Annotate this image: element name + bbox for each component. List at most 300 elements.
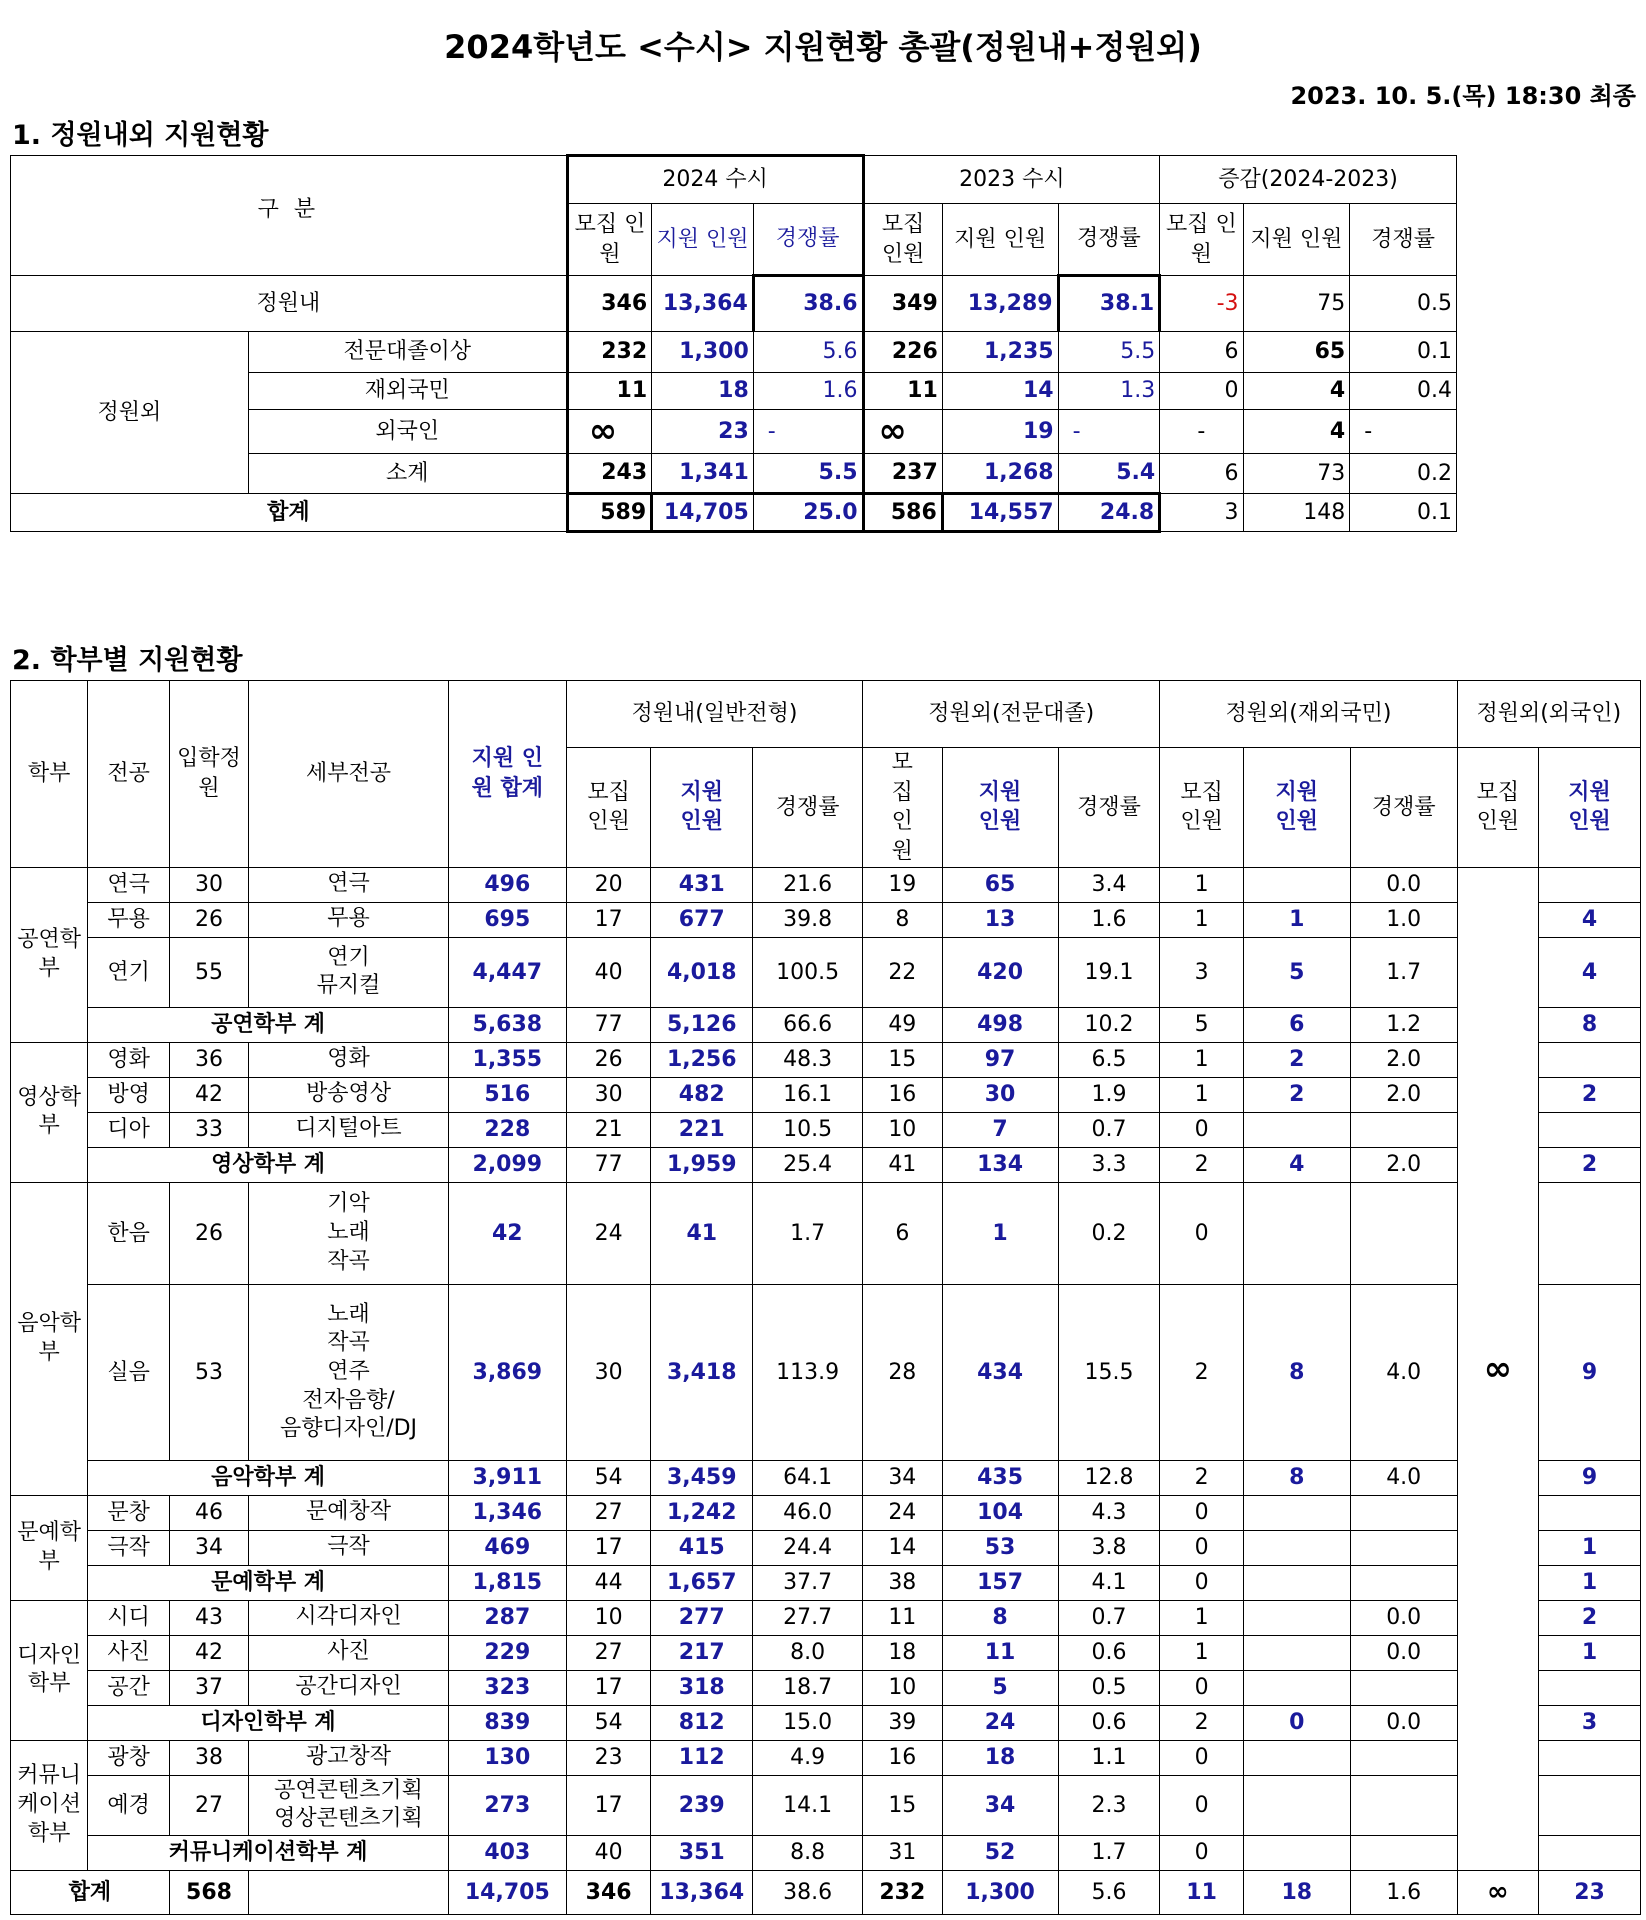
cell: 6 bbox=[1160, 454, 1243, 494]
cell: 3 bbox=[1160, 937, 1243, 1007]
header-2023: 2023 수시 bbox=[863, 156, 1160, 204]
admit-cell: 42 bbox=[169, 1635, 248, 1670]
cell: 2.0 bbox=[1350, 1077, 1457, 1112]
header-ratio: 경쟁률 bbox=[753, 204, 863, 276]
cell: 4.3 bbox=[1058, 1495, 1160, 1530]
sub-major-cell: 공연콘텐츠기획 영상콘텐츠기획 bbox=[249, 1775, 449, 1835]
cell: 21.6 bbox=[753, 867, 863, 902]
subtotal-cell: 9 bbox=[1539, 1460, 1641, 1495]
cell bbox=[1539, 1775, 1641, 1835]
subtotal-cell: 54 bbox=[566, 1705, 651, 1740]
cell: 232 bbox=[567, 332, 651, 373]
cell: - bbox=[753, 410, 863, 454]
subtotal-cell: 1,815 bbox=[448, 1565, 566, 1600]
major-cell: 사진 bbox=[88, 1635, 169, 1670]
cell bbox=[1350, 1775, 1457, 1835]
cell bbox=[1350, 1112, 1457, 1147]
major-cell: 연기 bbox=[88, 937, 169, 1007]
cell: 1.3 bbox=[1058, 373, 1160, 410]
cell: 30 bbox=[566, 1284, 651, 1460]
cell: 20 bbox=[566, 867, 651, 902]
cell: 10.5 bbox=[753, 1112, 863, 1147]
subtotal-cell bbox=[1350, 1565, 1457, 1600]
cell: 2 bbox=[1243, 1077, 1350, 1112]
cell: 346 bbox=[567, 276, 651, 332]
cell: 273 bbox=[448, 1775, 566, 1835]
cell: 0.6 bbox=[1058, 1635, 1160, 1670]
cell bbox=[1539, 1042, 1641, 1077]
cell: 221 bbox=[651, 1112, 753, 1147]
cell: 0 bbox=[1160, 1775, 1243, 1835]
infinity-cell: ∞ bbox=[863, 410, 942, 454]
total-cell: 346 bbox=[566, 1870, 651, 1914]
major-cell: 시디 bbox=[88, 1600, 169, 1635]
infinity-cell: ∞ bbox=[567, 410, 651, 454]
cell: 0.2 bbox=[1058, 1182, 1160, 1284]
subtotal-label: 문예학부 계 bbox=[88, 1565, 448, 1600]
sub-major-cell: 광고창작 bbox=[249, 1740, 449, 1775]
subtotal-cell: 49 bbox=[863, 1007, 942, 1042]
cell: 100.5 bbox=[753, 937, 863, 1007]
total-cell: 1,300 bbox=[942, 1870, 1058, 1914]
subtotal-cell: 5,126 bbox=[651, 1007, 753, 1042]
admit-cell: 30 bbox=[169, 867, 248, 902]
total-cell: 23 bbox=[1539, 1870, 1641, 1914]
total-label: 합계 bbox=[11, 494, 568, 532]
subtotal-label: 영상학부 계 bbox=[88, 1147, 448, 1182]
admit-cell: 38 bbox=[169, 1740, 248, 1775]
cell: 1 bbox=[1160, 1077, 1243, 1112]
subtotal-cell: 25.4 bbox=[753, 1147, 863, 1182]
subtotal-cell: 66.6 bbox=[753, 1007, 863, 1042]
subtotal-cell: 77 bbox=[566, 1147, 651, 1182]
cell bbox=[1243, 1740, 1350, 1775]
sub-major-cell: 노래 작곡 연주 전자음향/ 음향디자인/DJ bbox=[249, 1284, 449, 1460]
header-applicants: 지원 인원 bbox=[942, 204, 1058, 276]
header-applicants: 지원 인원 bbox=[942, 748, 1058, 868]
header-applicants: 지원 인원 bbox=[652, 204, 754, 276]
cell: 1 bbox=[1539, 1530, 1641, 1565]
cell bbox=[1243, 1112, 1350, 1147]
subtotal-cell: 0 bbox=[1160, 1565, 1243, 1600]
subtotal-label: 커뮤니케이션학부 계 bbox=[88, 1835, 448, 1870]
major-cell: 문창 bbox=[88, 1495, 169, 1530]
cell: 2 bbox=[1243, 1042, 1350, 1077]
cell: 26 bbox=[566, 1042, 651, 1077]
cell bbox=[1350, 1530, 1457, 1565]
total-cell: 38.6 bbox=[753, 1870, 863, 1914]
cell: 4,447 bbox=[448, 937, 566, 1007]
cell: 27 bbox=[566, 1495, 651, 1530]
cell: 11 bbox=[942, 1635, 1058, 1670]
subtotal-cell: 403 bbox=[448, 1835, 566, 1870]
cell: 14,705 bbox=[652, 494, 754, 532]
page-title: 2024학년도 <수시> 지원현황 총괄(정원내+정원외) bbox=[444, 28, 1202, 66]
total-empty bbox=[249, 1870, 449, 1914]
cell: 46.0 bbox=[753, 1495, 863, 1530]
cell: 0.0 bbox=[1350, 867, 1457, 902]
cell: 2 bbox=[1160, 1284, 1243, 1460]
cell: 24 bbox=[863, 1495, 942, 1530]
subtotal-cell: 134 bbox=[942, 1147, 1058, 1182]
subtotal-cell: 2 bbox=[1539, 1147, 1641, 1182]
row-label: 재외국민 bbox=[248, 373, 567, 410]
cell: 39.8 bbox=[753, 902, 863, 937]
header-admit: 입학정원 bbox=[169, 681, 248, 868]
subtotal-cell: 8 bbox=[1243, 1460, 1350, 1495]
cell: 4 bbox=[1539, 902, 1641, 937]
cell: 24 bbox=[566, 1182, 651, 1284]
cell bbox=[1243, 1530, 1350, 1565]
subtotal-cell: 44 bbox=[566, 1565, 651, 1600]
cell: 496 bbox=[448, 867, 566, 902]
cell: 323 bbox=[448, 1670, 566, 1705]
cell: 0.7 bbox=[1058, 1112, 1160, 1147]
cell: 1 bbox=[1539, 1635, 1641, 1670]
cell: 19.1 bbox=[1058, 937, 1160, 1007]
header-out-overseas: 정원외(재외국민) bbox=[1160, 681, 1457, 748]
subtotal-cell: 4 bbox=[1243, 1147, 1350, 1182]
subtotal-cell: 435 bbox=[942, 1460, 1058, 1495]
subtotal-cell: 54 bbox=[566, 1460, 651, 1495]
cell: 1,300 bbox=[652, 332, 754, 373]
cell: 1,355 bbox=[448, 1042, 566, 1077]
cell: 243 bbox=[567, 454, 651, 494]
admit-cell: 37 bbox=[169, 1670, 248, 1705]
cell: 5 bbox=[1243, 937, 1350, 1007]
subtotal-cell: 4.0 bbox=[1350, 1460, 1457, 1495]
cell bbox=[1350, 1495, 1457, 1530]
cell: - bbox=[1058, 410, 1160, 454]
header-ratio: 경쟁률 bbox=[1058, 748, 1160, 868]
row-label: 소계 bbox=[248, 454, 567, 494]
major-cell: 한음 bbox=[88, 1182, 169, 1284]
cell: 1 bbox=[1160, 1600, 1243, 1635]
header-quota: 모집 인원 bbox=[566, 748, 651, 868]
cell: 3.4 bbox=[1058, 867, 1160, 902]
cell: 677 bbox=[651, 902, 753, 937]
admit-cell: 34 bbox=[169, 1530, 248, 1565]
subtotal-cell: 4.1 bbox=[1058, 1565, 1160, 1600]
cell: 18.7 bbox=[753, 1670, 863, 1705]
subtotal-cell: 39 bbox=[863, 1705, 942, 1740]
dept-label: 영상학부 bbox=[11, 1042, 88, 1182]
subtotal-cell: 38 bbox=[863, 1565, 942, 1600]
header-quota: 모집 인원 bbox=[567, 204, 651, 276]
cell: 229 bbox=[448, 1635, 566, 1670]
cell: 0 bbox=[1160, 373, 1243, 410]
dept-label: 음악학부 bbox=[11, 1182, 88, 1495]
cell bbox=[1539, 1495, 1641, 1530]
subtotal-label: 음악학부 계 bbox=[88, 1460, 448, 1495]
cell: 30 bbox=[942, 1077, 1058, 1112]
cell: 4.0 bbox=[1350, 1284, 1457, 1460]
subtotal-label: 디자인학부 계 bbox=[88, 1705, 448, 1740]
cell: 15.5 bbox=[1058, 1284, 1160, 1460]
header-major: 전공 bbox=[88, 681, 169, 868]
sub-major-cell: 시각디자인 bbox=[249, 1600, 449, 1635]
cell: 2 bbox=[1539, 1600, 1641, 1635]
cell: 226 bbox=[863, 332, 942, 373]
sub-major-cell: 기악 노래 작곡 bbox=[249, 1182, 449, 1284]
cell: 0.5 bbox=[1350, 276, 1457, 332]
cell bbox=[1539, 1112, 1641, 1147]
admit-cell: 43 bbox=[169, 1600, 248, 1635]
sub-major-cell: 연기 뮤지컬 bbox=[249, 937, 449, 1007]
cell: 18 bbox=[652, 373, 754, 410]
cell bbox=[1243, 1182, 1350, 1284]
sub-major-cell: 무용 bbox=[249, 902, 449, 937]
cell: 19 bbox=[942, 410, 1058, 454]
cell: 13,364 bbox=[652, 276, 754, 332]
cell: -3 bbox=[1160, 276, 1243, 332]
sub-major-cell: 공간디자인 bbox=[249, 1670, 449, 1705]
total-cell: 14,705 bbox=[448, 1870, 566, 1914]
cell: 1,346 bbox=[448, 1495, 566, 1530]
subtotal-cell: 2 bbox=[1160, 1460, 1243, 1495]
header-applicants: 지원 인원 bbox=[651, 748, 753, 868]
subtotal-cell: 3.3 bbox=[1058, 1147, 1160, 1182]
subtotal-cell: 77 bbox=[566, 1007, 651, 1042]
cell: 16 bbox=[863, 1077, 942, 1112]
total-cell: 232 bbox=[863, 1870, 942, 1914]
cell bbox=[1350, 1740, 1457, 1775]
major-cell: 공간 bbox=[88, 1670, 169, 1705]
header-in-quota: 정원내(일반전형) bbox=[566, 681, 862, 748]
cell: 1,242 bbox=[651, 1495, 753, 1530]
cell: 27 bbox=[566, 1635, 651, 1670]
subtotal-cell: 3,911 bbox=[448, 1460, 566, 1495]
cell: 23 bbox=[652, 410, 754, 454]
cell: 17 bbox=[566, 1670, 651, 1705]
sub-major-cell: 영화 bbox=[249, 1042, 449, 1077]
cell: 10 bbox=[863, 1112, 942, 1147]
total-cell: 1.6 bbox=[1350, 1870, 1457, 1914]
cell: 1 bbox=[1160, 867, 1243, 902]
header-diff: 증감(2024-2023) bbox=[1160, 156, 1457, 204]
cell: 217 bbox=[651, 1635, 753, 1670]
cell: 24.4 bbox=[753, 1530, 863, 1565]
sub-major-cell: 문예창작 bbox=[249, 1495, 449, 1530]
cell: 5.5 bbox=[1058, 332, 1160, 373]
dept-label: 디자인학부 bbox=[11, 1600, 88, 1740]
cell: 148 bbox=[1243, 494, 1350, 532]
cell: 18 bbox=[942, 1740, 1058, 1775]
cell: 2 bbox=[1539, 1077, 1641, 1112]
cell: 586 bbox=[863, 494, 942, 532]
cell: 6.5 bbox=[1058, 1042, 1160, 1077]
major-cell: 실음 bbox=[88, 1284, 169, 1460]
cell: 0.4 bbox=[1350, 373, 1457, 410]
subtotal-cell: 2.0 bbox=[1350, 1147, 1457, 1182]
total-cell: 5.6 bbox=[1058, 1870, 1160, 1914]
subtotal-cell: 0 bbox=[1243, 1705, 1350, 1740]
total-cell: 18 bbox=[1243, 1870, 1350, 1914]
admit-cell: 46 bbox=[169, 1495, 248, 1530]
cell: 73 bbox=[1243, 454, 1350, 494]
cell: 482 bbox=[651, 1077, 753, 1112]
cell bbox=[1243, 1670, 1350, 1705]
cell: 113.9 bbox=[753, 1284, 863, 1460]
cell: 19 bbox=[863, 867, 942, 902]
sub-major-cell: 디지털아트 bbox=[249, 1112, 449, 1147]
cell: 0 bbox=[1160, 1182, 1243, 1284]
total-admit: 568 bbox=[169, 1870, 248, 1914]
subtotal-cell: 351 bbox=[651, 1835, 753, 1870]
cell: 2.3 bbox=[1058, 1775, 1160, 1835]
cell: 10 bbox=[566, 1600, 651, 1635]
header-out-college: 정원외(전문대졸) bbox=[863, 681, 1160, 748]
cell: 1.7 bbox=[1350, 937, 1457, 1007]
cell: 3.8 bbox=[1058, 1530, 1160, 1565]
cell: 15 bbox=[863, 1042, 942, 1077]
subtotal-cell: 6 bbox=[1243, 1007, 1350, 1042]
header-category: 구 분 bbox=[11, 156, 568, 276]
cell bbox=[1539, 867, 1641, 902]
row-label: 정원내 bbox=[11, 276, 568, 332]
header-quota: 모집 인원 bbox=[1457, 748, 1538, 868]
cell bbox=[1243, 1635, 1350, 1670]
cell: 3,418 bbox=[651, 1284, 753, 1460]
cell: 24.8 bbox=[1058, 494, 1160, 532]
cell: 415 bbox=[651, 1530, 753, 1565]
cell bbox=[1243, 1775, 1350, 1835]
cell: 589 bbox=[567, 494, 651, 532]
major-cell: 무용 bbox=[88, 902, 169, 937]
admit-cell: 36 bbox=[169, 1042, 248, 1077]
header-ratio: 경쟁률 bbox=[1058, 204, 1160, 276]
cell: 0.0 bbox=[1350, 1635, 1457, 1670]
cell: 0.1 bbox=[1350, 332, 1457, 373]
major-cell: 예경 bbox=[88, 1775, 169, 1835]
cell: 0 bbox=[1160, 1112, 1243, 1147]
cell: 40 bbox=[566, 937, 651, 1007]
header-quota: 모집 인원 bbox=[863, 748, 942, 868]
cell: - bbox=[1160, 410, 1243, 454]
cell: 2.0 bbox=[1350, 1042, 1457, 1077]
header-quota: 모집 인원 bbox=[1160, 204, 1243, 276]
subtotal-cell: 64.1 bbox=[753, 1460, 863, 1495]
cell: 431 bbox=[651, 867, 753, 902]
cell: 53 bbox=[942, 1530, 1058, 1565]
header-sub: 세부전공 bbox=[249, 681, 449, 868]
cell: 1.6 bbox=[1058, 902, 1160, 937]
subtotal-cell: 2,099 bbox=[448, 1147, 566, 1182]
subtotal-cell: 41 bbox=[863, 1147, 942, 1182]
cell: 1.7 bbox=[753, 1182, 863, 1284]
cell: 65 bbox=[942, 867, 1058, 902]
sub-major-cell: 방송영상 bbox=[249, 1077, 449, 1112]
header-ratio: 경쟁률 bbox=[1350, 204, 1457, 276]
cell: 9 bbox=[1539, 1284, 1641, 1460]
sub-major-cell: 극작 bbox=[249, 1530, 449, 1565]
cell bbox=[1350, 1670, 1457, 1705]
sub-major-cell: 사진 bbox=[249, 1635, 449, 1670]
subtotal-cell: 1 bbox=[1539, 1565, 1641, 1600]
subtotal-cell: 812 bbox=[651, 1705, 753, 1740]
cell: 14,557 bbox=[942, 494, 1058, 532]
subtotal-cell: 0.6 bbox=[1058, 1705, 1160, 1740]
major-cell: 연극 bbox=[88, 867, 169, 902]
cell: 1,256 bbox=[651, 1042, 753, 1077]
admit-cell: 33 bbox=[169, 1112, 248, 1147]
cell: 1 bbox=[1243, 902, 1350, 937]
cell: 1 bbox=[942, 1182, 1058, 1284]
header-ratio: 경쟁률 bbox=[1350, 748, 1457, 868]
cell: 5.4 bbox=[1058, 454, 1160, 494]
cell: 16.1 bbox=[753, 1077, 863, 1112]
subtotal-cell: 8 bbox=[1539, 1007, 1641, 1042]
cell: 0 bbox=[1160, 1740, 1243, 1775]
cell: 4 bbox=[1243, 410, 1350, 454]
subtotal-cell: 31 bbox=[863, 1835, 942, 1870]
cell: 16 bbox=[863, 1740, 942, 1775]
total-cell: 11 bbox=[1160, 1870, 1243, 1914]
cell: 8 bbox=[863, 902, 942, 937]
dept-label: 문예학부 bbox=[11, 1495, 88, 1600]
cell: 0 bbox=[1160, 1670, 1243, 1705]
cell: 237 bbox=[863, 454, 942, 494]
cell: 6 bbox=[1160, 332, 1243, 373]
cell: 38.1 bbox=[1058, 276, 1160, 332]
header-applicants: 지원 인원 bbox=[1243, 204, 1350, 276]
header-applicants: 지원 인원 bbox=[1539, 748, 1641, 868]
cell: 34 bbox=[942, 1775, 1058, 1835]
header-2024: 2024 수시 bbox=[567, 156, 863, 204]
cell: 5.6 bbox=[753, 332, 863, 373]
subtotal-cell bbox=[1350, 1835, 1457, 1870]
cell: 8 bbox=[942, 1600, 1058, 1635]
admit-cell: 42 bbox=[169, 1077, 248, 1112]
cell: 0.1 bbox=[1350, 494, 1457, 532]
section1-title: 1. 정원내외 지원현황 bbox=[12, 120, 269, 151]
subtotal-cell: 2 bbox=[1160, 1705, 1243, 1740]
subtotal-cell: 157 bbox=[942, 1565, 1058, 1600]
cell: 11 bbox=[863, 373, 942, 410]
major-cell: 영화 bbox=[88, 1042, 169, 1077]
cell bbox=[1350, 1182, 1457, 1284]
cell: 18 bbox=[863, 1635, 942, 1670]
header-applicants: 지원 인원 bbox=[1243, 748, 1350, 868]
cell: 48.3 bbox=[753, 1042, 863, 1077]
cell: 1 bbox=[1160, 1635, 1243, 1670]
header-out-foreign: 정원외(외국인) bbox=[1457, 681, 1640, 748]
header-ratio: 경쟁률 bbox=[753, 748, 863, 868]
subtotal-cell: 0.0 bbox=[1350, 1705, 1457, 1740]
cell: 1.0 bbox=[1350, 902, 1457, 937]
summary-table bbox=[10, 154, 1457, 533]
cell: 1,235 bbox=[942, 332, 1058, 373]
subtotal-cell: 37.7 bbox=[753, 1565, 863, 1600]
cell: 1,268 bbox=[942, 454, 1058, 494]
cell: 15 bbox=[863, 1775, 942, 1835]
cell bbox=[1243, 1600, 1350, 1635]
subtotal-cell: 15.0 bbox=[753, 1705, 863, 1740]
cell: 4 bbox=[1243, 373, 1350, 410]
group-label: 정원외 bbox=[11, 332, 249, 494]
cell: 434 bbox=[942, 1284, 1058, 1460]
cell: 97 bbox=[942, 1042, 1058, 1077]
cell: 42 bbox=[448, 1182, 566, 1284]
cell: 349 bbox=[863, 276, 942, 332]
sub-major-cell: 연극 bbox=[249, 867, 449, 902]
admit-cell: 26 bbox=[169, 1182, 248, 1284]
admit-cell: 26 bbox=[169, 902, 248, 937]
subtotal-cell: 3 bbox=[1539, 1705, 1641, 1740]
cell: 1 bbox=[1160, 1042, 1243, 1077]
cell: 13 bbox=[942, 902, 1058, 937]
subtotal-cell: 8.8 bbox=[753, 1835, 863, 1870]
